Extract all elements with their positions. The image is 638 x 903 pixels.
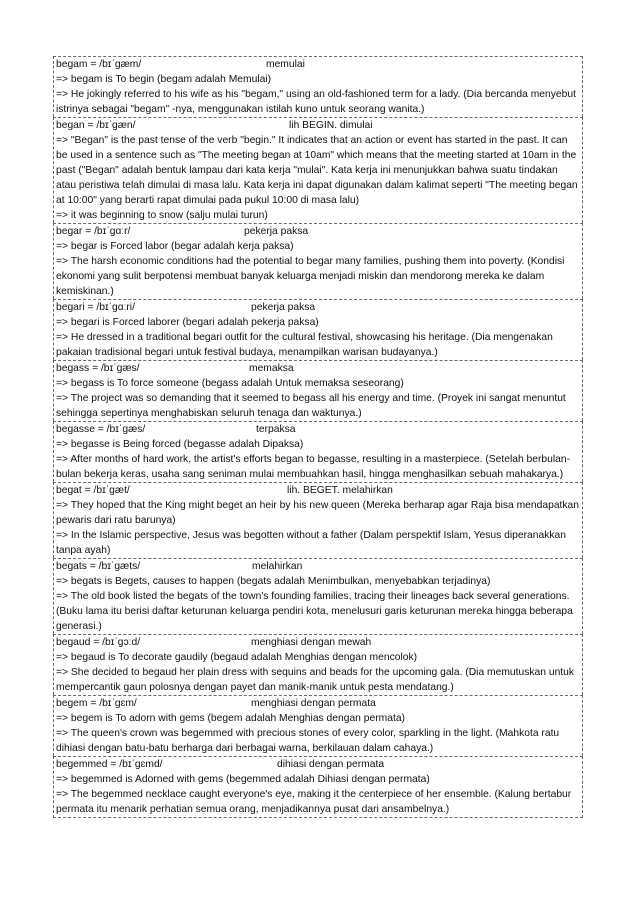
dictionary-entry bbox=[53, 634, 583, 695]
entry-headword: begats = /bɪˈɡæts/ bbox=[56, 561, 141, 572]
entry-line: => begaud is To decorate gaudily (begaud adalah Menghias dengan mencolok) bbox=[56, 652, 418, 663]
entry-header bbox=[56, 696, 580, 711]
dictionary-entry bbox=[53, 117, 583, 223]
entry-headword: begemmed = /bɪˈɡɛmd/ bbox=[56, 759, 163, 770]
entry-line: => begemmed is Adorned with gems (begemmed adalah Dihiasi dengan permata) bbox=[56, 774, 430, 785]
entry-meaning: memulai bbox=[266, 59, 305, 70]
entry-header bbox=[56, 57, 580, 72]
entry-meaning: terpaksa bbox=[256, 424, 296, 435]
entry-meaning: menghiasi dengan permata bbox=[251, 698, 376, 709]
entry-header bbox=[56, 300, 580, 315]
dictionary-entry bbox=[53, 482, 583, 558]
entry-header bbox=[56, 757, 580, 772]
entry-line: => The project was so demanding that it seemed to begass all his energy and time. (Proyek ini sangat menuntut sehingga sepertinya menghabiskan seluruh tenaga dan waktunya.) bbox=[56, 393, 566, 419]
entry-line: => begem is To adorn with gems (begem adalah Menghias dengan permata) bbox=[56, 713, 405, 724]
entry-meaning: lih. BEGET. melahirkan bbox=[287, 485, 393, 496]
entry-line: => The begemmed necklace caught everyone's eye, making it the centerpiece of her ensemble. (Kalung bertabur permata itu menarik perhatian semua orang, menjadikannya pusat dari ansambelnya.) bbox=[56, 789, 572, 815]
entry-line: => begar is Forced labor (begar adalah kerja paksa) bbox=[56, 241, 294, 252]
entry-line: => "Began" is the past tense of the verb "begin." It indicates that an action or event has started in the past. It can be used in a sentence such as "The meeting began at 10am" which means that the meeting started at 10am in the past ("Began" adalah bentuk lampau dari kata kerja "mulai". Kata kerja ini menunjukkan bahwa suatu tindakan atau peristiwa telah dimulai di masa lalu. Kata kerja ini dapat digunakan dalam kalimat seperti "The meeting began at 10:00" yang berarti rapat dimulai pada pukul 10:00 di masa lalu) bbox=[56, 135, 578, 206]
entry-header bbox=[56, 422, 580, 437]
entry-meaning: dihiasi dengan permata bbox=[277, 759, 385, 770]
entry-meaning: pekerja paksa bbox=[251, 302, 316, 313]
entry-headword: began = /bɪˈɡæn/ bbox=[56, 120, 136, 131]
entry-header bbox=[56, 559, 580, 574]
dictionary-entry bbox=[53, 421, 583, 482]
entry-meaning: melahirkan bbox=[252, 561, 303, 572]
entry-line: => In the Islamic perspective, Jesus was begotten without a father (Dalam perspektif Islam, Yesus diperanakkan tanpa ayah) bbox=[56, 530, 566, 556]
entry-line: => it was beginning to snow (salju mulai turun) bbox=[56, 210, 268, 221]
dictionary-entry bbox=[53, 558, 583, 634]
dictionary-entry bbox=[53, 695, 583, 756]
entry-line: => The old book listed the begats of the town's founding families, tracing their lineages back several generations. (Buku lama itu berisi daftar keturunan keluarga pendiri kota, menelusuri garis keturunan mereka hingga beberapa generasi.) bbox=[56, 591, 573, 632]
dictionary-list bbox=[53, 56, 583, 818]
entry-line: => begasse is Being forced (begasse adalah Dipaksa) bbox=[56, 439, 304, 450]
entry-header bbox=[56, 361, 580, 376]
entry-line: => They hoped that the King might beget an heir by his new queen (Mereka berharap agar Raja bisa mendapatkan pewaris dari ratu barunya) bbox=[56, 500, 580, 526]
entry-meaning: memaksa bbox=[249, 363, 294, 374]
entry-line: => He dressed in a traditional begari outfit for the cultural festival, showcasing his heritage. (Dia mengenakan pakaian tradisional begari untuk festival budaya, menampilkan warisan budayanya.) bbox=[56, 332, 553, 358]
entry-meaning: menghiasi dengan mewah bbox=[251, 637, 372, 648]
entry-headword: begaud = /bɪˈɡɔːd/ bbox=[56, 637, 141, 648]
entry-line: => After months of hard work, the artist's efforts began to begasse, resulting in a masterpiece. (Setelah berbulan-bulan bekerja keras, usaha sang seniman mulai membuahkan hasil, hingga menghasilkan sebuah mahakarya.) bbox=[56, 454, 571, 480]
entry-headword: begem = /bɪˈɡɛm/ bbox=[56, 698, 137, 709]
dictionary-entry bbox=[53, 756, 583, 818]
entry-line: => She decided to begaud her plain dress with sequins and beads for the upcoming gala. (Dia memutuskan untuk mempercantik gaun polosnya dengan payet dan manik-manik untuk pesta mendatang.) bbox=[56, 667, 575, 693]
entry-headword: begari = /bɪˈɡɑːri/ bbox=[56, 302, 135, 313]
dictionary-entry bbox=[53, 360, 583, 421]
entry-line: => He jokingly referred to his wife as his "begam," using an old-fashioned term for a lady. (Dia bercanda menyebut istrinya sebagai "begam" -nya, menggunakan istilah kuno untuk seorang wanita.) bbox=[56, 89, 576, 115]
entry-header bbox=[56, 118, 580, 133]
entry-header bbox=[56, 224, 580, 239]
entry-line: => begam is To begin (begam adalah Memulai) bbox=[56, 74, 272, 85]
entry-line: => begari is Forced laborer (begari adalah pekerja paksa) bbox=[56, 317, 319, 328]
entry-meaning: pekerja paksa bbox=[244, 226, 309, 237]
entry-line: => The queen's crown was begemmed with precious stones of every color, sparkling in the light. (Mahkota ratu dihiasi dengan batu-batu berharga dari berbagai warna, berkilauan dalam cahaya.) bbox=[56, 728, 560, 754]
entry-line: => begats is Begets, causes to happen (begats adalah Menimbulkan, menyebabkan terjadinya) bbox=[56, 576, 491, 587]
entry-header bbox=[56, 483, 580, 498]
entry-headword: begar = /bɪˈɡɑːr/ bbox=[56, 226, 131, 237]
entry-headword: begat = /bɪˈɡæt/ bbox=[56, 485, 130, 496]
entry-line: => The harsh economic conditions had the potential to begar many families, pushing them into poverty. (Kondisi ekonomi yang sulit berpotensi membuat banyak keluarga menjadi miskin dan mendorong mereka ke dalam kemiskinan.) bbox=[56, 256, 565, 297]
entry-headword: begam = /bɪˈɡæm/ bbox=[56, 59, 142, 70]
dictionary-entry bbox=[53, 299, 583, 360]
dictionary-entry bbox=[53, 56, 583, 117]
entry-line: => begass is To force someone (begass adalah Untuk memaksa seseorang) bbox=[56, 378, 404, 389]
dictionary-entry bbox=[53, 223, 583, 299]
entry-headword: begasse = /bɪˈɡæs/ bbox=[56, 424, 146, 435]
entry-meaning: lih BEGIN. dimulai bbox=[289, 120, 373, 131]
entry-header bbox=[56, 635, 580, 650]
entry-headword: begass = /bɪˈɡæs/ bbox=[56, 363, 140, 374]
